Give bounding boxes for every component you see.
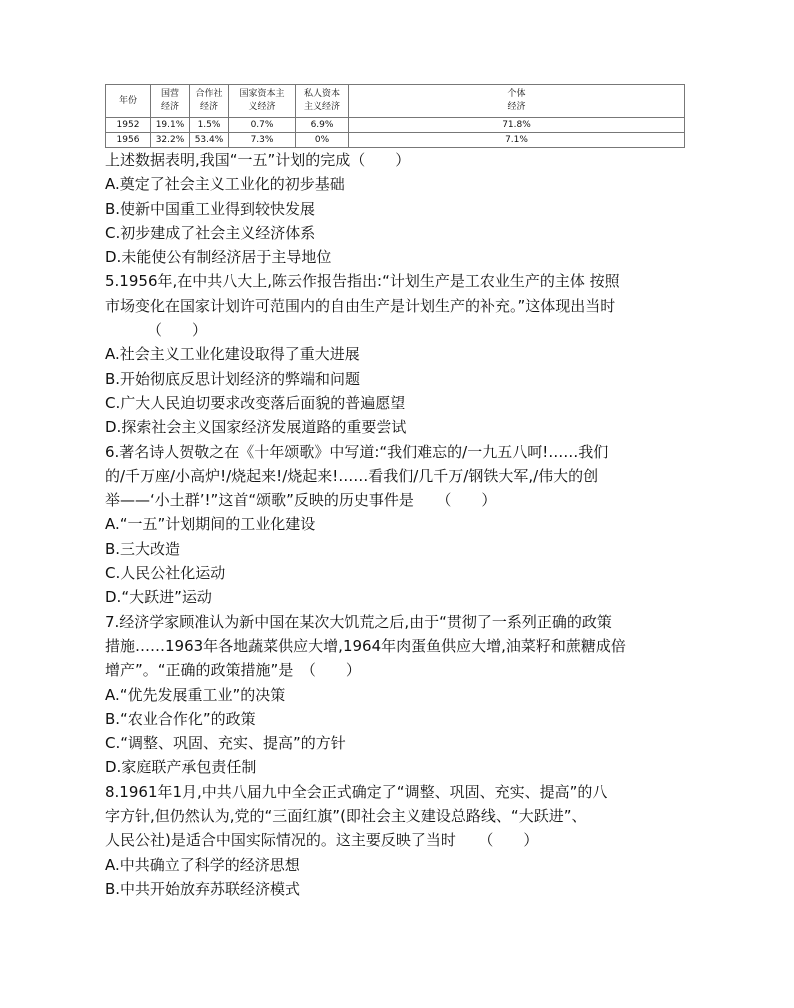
- header-cooperative-economy: 合作社 经济: [190, 85, 229, 118]
- table-cell: 7.3%: [229, 133, 296, 148]
- exam-page: [105, 84, 689, 901]
- option-c: C.初步建成了社会主义经济体系: [105, 223, 316, 242]
- table-row: [106, 133, 685, 148]
- option-b: B.开始彻底反思计划经济的弊端和问题: [105, 369, 361, 388]
- question-stem-line: 增产”。“正确的政策措施”是 （ ）: [105, 661, 361, 680]
- question-stem-line: 的/千万座/小高炉!/烧起来!/烧起来!……看我们/几千万/钢铁大军,/伟大的创: [105, 466, 599, 485]
- question-stem-line: 措施……1963年各地蔬菜供应大增,1964年肉蛋鱼供应大增,油菜籽和蔗糖成倍: [105, 636, 626, 655]
- option-d: D.未能使公有制经济居于主导地位: [105, 248, 332, 267]
- option-a: A.中共确立了科学的经济思想: [105, 855, 300, 874]
- question-stem-line: 人民公社)是适合中国实际情况的。这主要反映了当时 （ ）: [105, 831, 539, 850]
- option-b: B.中共开始放弃苏联经济模式: [105, 879, 301, 898]
- option-c: C.人民公社化运动: [105, 564, 226, 583]
- table-cell: 1.5%: [190, 118, 229, 133]
- table-cell: 53.4%: [190, 133, 229, 148]
- table-cell: 6.9%: [296, 118, 349, 133]
- table-header-row: [106, 85, 685, 118]
- header-state-capitalist-economy: 国家资本主 义经济: [229, 85, 296, 118]
- option-b: B.三大改造: [105, 539, 181, 558]
- table-cell: 32.2%: [151, 133, 190, 148]
- header-private-capitalist-economy: 私人资本 主义经济: [296, 85, 349, 118]
- option-a: A.“一五”计划期间的工业化建设: [105, 515, 316, 534]
- option-c: C.广大人民迫切要求改变落后面貌的普遍愿望: [105, 393, 406, 412]
- question-7: [105, 610, 689, 780]
- option-c: C.“调整、巩固、充实、提高”的方针: [105, 734, 346, 753]
- table-row: [106, 118, 685, 133]
- table-cell: 7.1%: [349, 133, 685, 148]
- question-stem-line: 举——‘小土群’!”这首“颂歌”反映的历史事件是 （ ）: [105, 491, 497, 510]
- question-stem: 上述数据表明,我国“一五”计划的完成（ ）: [105, 151, 411, 169]
- table-cell: 0.7%: [229, 118, 296, 133]
- table-cell: 19.1%: [151, 118, 190, 133]
- question-stem-line: 字方针,但仍然认为,党的“三面红旗”(即社会主义建设总路线、“大跃进”、: [105, 807, 587, 826]
- option-d: D.“大跃进”运动: [105, 588, 212, 607]
- option-b: B.“农业合作化”的政策: [105, 709, 256, 728]
- answer-blank: （ ）: [147, 321, 208, 340]
- option-d: D.探索社会主义国家经济发展道路的重要尝试: [105, 418, 407, 437]
- option-a: A.“优先发展重工业”的决策: [105, 685, 286, 704]
- option-a: A.社会主义工业化建设取得了重大进展: [105, 345, 360, 364]
- table-cell: 71.8%: [349, 118, 685, 133]
- question-stem-line: 8.1961年1月,中共八届九中全会正式确定了“调整、巩固、充实、提高”的八: [105, 782, 608, 801]
- economy-composition-table: [105, 84, 685, 148]
- question-stem-line: 5.1956年,在中共八大上,陈云作报告指出:“计划生产是工农业生产的主体 按照: [105, 272, 620, 291]
- option-d: D.家庭联产承包责任制: [105, 758, 257, 777]
- question-stem-line: 7.经济学家顾准认为新中国在某次大饥荒之后,由于“贯彻了一系列正确的政策: [105, 612, 612, 631]
- question-4: [105, 148, 689, 269]
- question-stem-line: 市场变化在国家计划许可范围内的自由生产是计划生产的补充。”这体现出当时: [105, 296, 616, 315]
- header-year: 年份: [106, 85, 151, 118]
- option-b: B.使新中国重工业得到较快发展: [105, 199, 316, 218]
- question-5: [105, 269, 689, 439]
- question-6: [105, 440, 689, 610]
- header-individual-economy: 个体 经济: [349, 85, 685, 118]
- header-state-economy: 国营 经济: [151, 85, 190, 118]
- question-8: [105, 780, 689, 901]
- question-stem-line: 6.著名诗人贺敬之在《十年颂歌》中写道:“我们难忘的/一九五八呵!……我们: [105, 442, 609, 461]
- table-cell: 1952: [106, 118, 151, 133]
- table-cell: 0%: [296, 133, 349, 148]
- option-a: A.奠定了社会主义工业化的初步基础: [105, 175, 345, 194]
- table-cell: 1956: [106, 133, 151, 148]
